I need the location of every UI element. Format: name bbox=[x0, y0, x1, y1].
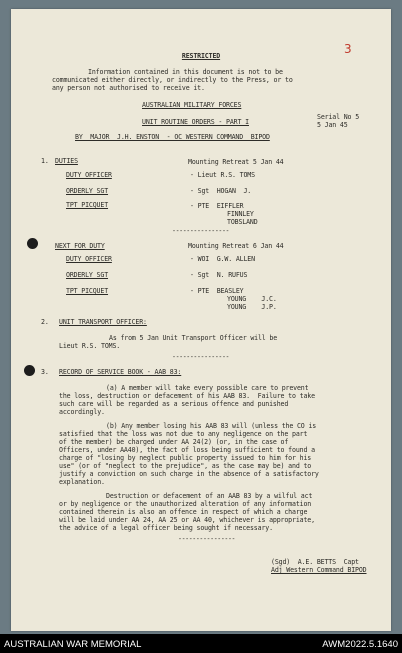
para-a-line: accordingly. bbox=[59, 408, 105, 416]
punch-hole bbox=[27, 238, 38, 249]
orderly-sgt-value: - Sgt N. RUFUS bbox=[190, 271, 248, 279]
next-for-duty-heading: NEXT FOR DUTY bbox=[55, 242, 105, 250]
notice-line-3: any person not authorised to receive it. bbox=[52, 84, 205, 92]
order-date: 5 Jan 45 bbox=[317, 121, 348, 129]
para-b-line: satisfied that the loss was not due to any negligence on the part bbox=[59, 430, 308, 438]
divider: ---------------- bbox=[172, 227, 230, 235]
signature-title: Adj Western Command BIPOD bbox=[271, 566, 367, 574]
para-b-line: justify a conviction on such charge in the absence of a satisfactory bbox=[59, 470, 319, 478]
para-c-line: Destruction or defacement of an AAB 83 by a wilful act bbox=[106, 492, 313, 500]
mounting-retreat-2: Mounting Retreat 6 Jan 44 bbox=[188, 242, 284, 250]
punch-hole bbox=[24, 365, 35, 376]
orderly-sgt-label: ORDERLY SGT bbox=[66, 187, 109, 195]
tpt-picquet-name: YOUNG J.P. bbox=[227, 303, 277, 311]
para-a-line: the loss, destruction or defacement of his AAB 83. Failure to take bbox=[59, 392, 315, 400]
para-c-line: or by negligence or the unauthorized alteration of any information bbox=[59, 500, 312, 508]
divider: ---------------- bbox=[178, 535, 236, 543]
serial-number: Serial No 5 bbox=[317, 113, 360, 121]
section-2-text-1: As from 5 Jan Unit Transport Officer will be bbox=[109, 334, 278, 342]
tpt-picquet-value: - PTE EIFFLER bbox=[190, 202, 244, 210]
classification: RESTRICTED bbox=[181, 52, 221, 60]
para-c-line: the advice of a legal officer being sought if necessary. bbox=[59, 524, 273, 532]
issued-by: BY MAJOR J.H. ENSTON - OC WESTERN COMMAND BIPOD bbox=[75, 133, 270, 141]
tpt-picquet-label: TPT PICQUET bbox=[66, 287, 109, 295]
tpt-picquet-name: TOBSLAND bbox=[227, 218, 258, 226]
para-c-line: will be laid under AA 24, AA 25 or AA 40, whichever is appropriate, bbox=[59, 516, 315, 524]
tpt-picquet-name: FINNLEY bbox=[227, 210, 254, 218]
footer-bar bbox=[0, 634, 402, 653]
section-2-text-2: Lieut R.S. TOMS. bbox=[59, 342, 121, 350]
footer-accession-number: AWM2022.5.1640 bbox=[322, 639, 398, 650]
para-b-line: of the member) be charged under AA 24(2) (or, in the case of bbox=[59, 438, 289, 446]
section-2-number: 2. bbox=[41, 318, 49, 326]
para-a-line: such care will be regarded as a serious offence and punished bbox=[59, 400, 289, 408]
orderly-sgt-label: ORDERLY SGT bbox=[66, 271, 109, 279]
footer-source: AUSTRALIAN WAR MEMORIAL bbox=[4, 639, 142, 650]
para-b-line: use" (or of "neglect to the prejudice", as the case may be) and to bbox=[59, 462, 312, 470]
para-b-line: charge of "losing by neglect public property issued to him for his bbox=[59, 454, 312, 462]
notice-line-1: Information contained in this document is not to be bbox=[88, 68, 283, 76]
duty-officer-value: - Lieut R.S. TOMS bbox=[190, 171, 255, 179]
section-3-heading: RECORD OF SERVICE BOOK - AAB 83: bbox=[59, 368, 182, 376]
duty-officer-label: DUTY OFFICER bbox=[66, 255, 112, 263]
tpt-picquet-value: - PTE BEASLEY bbox=[190, 287, 244, 295]
para-b-line: Officers, under AA40), the fact of loss being sufficient to found a bbox=[59, 446, 315, 454]
para-b-line: (b) Any member losing his AAB 83 will (unless the CO is bbox=[106, 422, 317, 430]
section-3-number: 3. bbox=[41, 368, 49, 376]
tpt-picquet-name: YOUNG J.C. bbox=[227, 295, 277, 303]
order-title: UNIT ROUTINE ORDERS - PART I bbox=[142, 118, 249, 126]
para-b-line: explanation. bbox=[59, 478, 105, 486]
divider: ---------------- bbox=[172, 353, 230, 361]
para-c-line: contained therein is also an offence in respect of which a charge bbox=[59, 508, 308, 516]
section-1-heading: DUTIES bbox=[55, 157, 78, 165]
para-a-line: (a) A member will take every possible care to prevent bbox=[106, 384, 309, 392]
tpt-picquet-label: TPT PICQUET bbox=[66, 201, 109, 209]
section-1-number: 1. bbox=[41, 157, 49, 165]
duty-officer-label: DUTY OFFICER bbox=[66, 171, 112, 179]
signature: (Sgd) A.E. BETTS Capt bbox=[271, 558, 359, 566]
orderly-sgt-value: - Sgt HOGAN J. bbox=[190, 187, 252, 195]
mounting-retreat-1: Mounting Retreat 5 Jan 44 bbox=[188, 158, 284, 166]
document-page bbox=[11, 9, 391, 631]
page-number: 3 bbox=[344, 42, 352, 56]
organisation: AUSTRALIAN MILITARY FORCES bbox=[142, 101, 242, 109]
section-2-heading: UNIT TRANSPORT OFFICER: bbox=[59, 318, 147, 326]
duty-officer-value: - WOI G.W. ALLEN bbox=[190, 255, 255, 263]
notice-line-2: communicated either directly, or indirectly to the Press, or to bbox=[52, 76, 293, 84]
